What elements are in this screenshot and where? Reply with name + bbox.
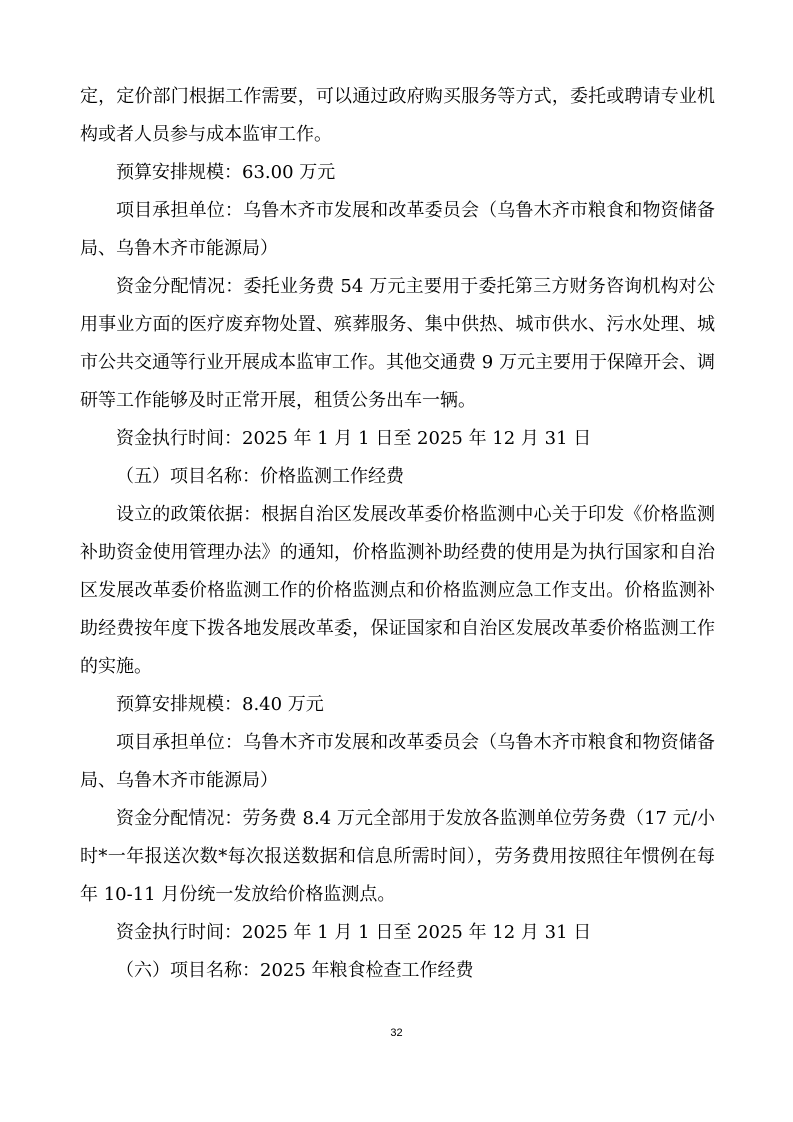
paragraph-fund-allocation: 资金分配情况：委托业务费 54 万元主要用于委托第三方财务咨询机构对公用事业方面的医疗废弃物处置、殡葬服务、集中供热、城市供水、污水处理、城市公共交通等行业开展成本监审工作。其他交通费 9 万元主要用于保障开会、调研等工作能够及时正常开展，租赁公务出车一辆。 (80, 276, 715, 411)
document-body (80, 78, 715, 990)
paragraph-fund-allocation: 资金分配情况：劳务费 8.4 万元全部用于发放各监测单位劳务费（17 元/小时*一年报送次数*每次报送数据和信息所需时间），劳务费用按照往年惯例在每年 10-11 月份统一发放给价格监测点。 (80, 808, 715, 905)
paragraph-execution-time: 资金执行时间：2025 年 1 月 1 日至 2025 年 12 月 31 日 (116, 428, 592, 449)
page-number: 32 (390, 1027, 403, 1039)
paragraph-undertaking-unit: 项目承担单位：乌鲁木齐市发展和改革委员会（乌鲁木齐市粮食和物资储备局、乌鲁木齐市能源局） (80, 732, 715, 791)
paragraph-budget-scale: 预算安排规模：63.00 万元 (116, 162, 336, 183)
paragraph-policy-basis: 设立的政策依据：根据自治区发展改革委价格监测中心关于印发《价格监测补助资金使用管理办法》的通知，价格监测补助经费的使用是为执行国家和自治区发展改革委价格监测工作的价格监测点和价格监测应急工作支出。价格监测补助经费按年度下拨各地发展改革委，保证国家和自治区发展改革委价格监测工作的实施。 (80, 504, 715, 677)
paragraph-continuation: 定，定价部门根据工作需要，可以通过政府购买服务等方式，委托或聘请专业机构或者人员参与成本监审工作。 (80, 86, 715, 145)
paragraph-budget-scale: 预算安排规模：8.40 万元 (116, 694, 324, 715)
paragraph-execution-time: 资金执行时间：2025 年 1 月 1 日至 2025 年 12 月 31 日 (116, 922, 592, 943)
paragraph-undertaking-unit: 项目承担单位：乌鲁木齐市发展和改革委员会（乌鲁木齐市粮食和物资储备局、乌鲁木齐市能源局） (80, 200, 715, 259)
section-heading-six: （六）项目名称：2025 年粮食检查工作经费 (116, 960, 474, 981)
section-heading-five: （五）项目名称：价格监测工作经费 (116, 466, 404, 487)
